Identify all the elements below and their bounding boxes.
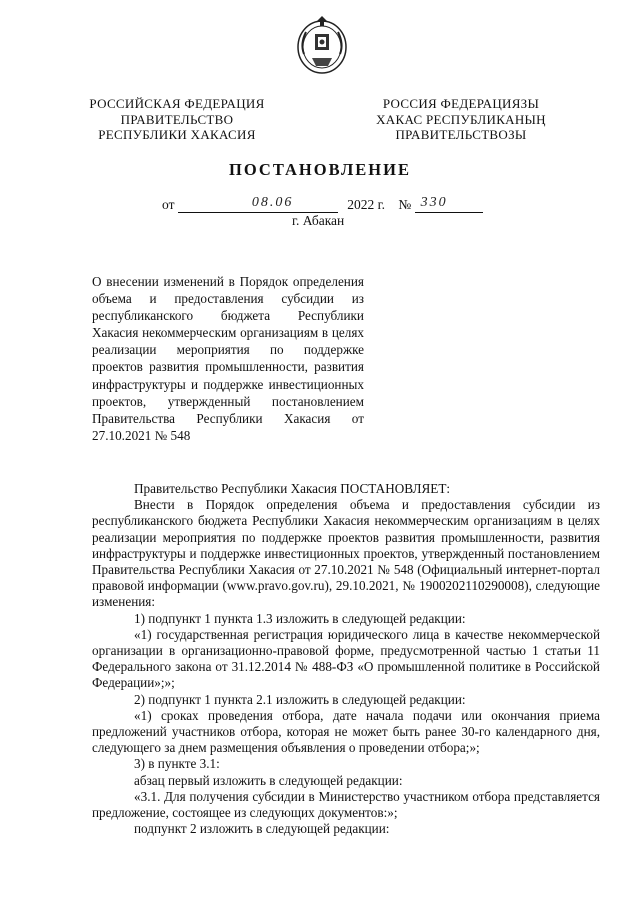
number-label: № <box>398 197 412 212</box>
year-label: 2022 г. <box>347 197 385 212</box>
date-field <box>178 195 338 213</box>
header-right-line: ПРАВИТЕЛЬСТВОЗЫ <box>395 127 527 142</box>
header-left-line: ПРАВИТЕЛЬСТВО <box>120 111 234 127</box>
header-right-line: ХАКАС РЕСПУБЛИКАНЫҢ <box>376 111 546 127</box>
body-paragraph: 3) в пункте 3.1: <box>134 756 220 772</box>
header-left-block <box>82 96 272 143</box>
date-number-line <box>162 197 483 213</box>
header-left-line: РЕСПУБЛИКИ ХАКАСИЯ <box>98 127 256 142</box>
body-paragraph: «1) сроках проведения отбора, дате начала подачи или окончания приема предложений участников отбора, которая не может быть ранее 30-го календарного дня, следующего за днем размещения объявления о проведении отбора;»; <box>92 707 600 756</box>
header-right-line: РОССИЯ ФЕДЕРАЦИЯЗЫ <box>382 96 540 111</box>
body-paragraph: подпункт 2 изложить в следующей редакции: <box>134 821 390 837</box>
body-paragraph: Внести в Порядок определения объема и предоставления субсидии из республиканского бюджета Республики Хакасия некоммерческим организациям в целях реализации мероприятия по поддержке проектов развития промышленности, развития инфраструктуры и поддержке инвестиционных проектов, утвержденный постановлением Правительства Республики Хакасия от 27.10.2021 № 548 (Официальный интернет-портал правовой информации (www.pravo.gov.ru), 29.10.2021, № 1900202110290008), следующие изменения: <box>92 497 600 610</box>
body-paragraph: абзац первый изложить в следующей редакции: <box>134 772 403 788</box>
body-paragraph: 1) подпункт 1 пункта 1.3 изложить в следующей редакции: <box>134 610 466 626</box>
handwritten-number: 330 <box>420 195 448 210</box>
document-body <box>92 481 600 837</box>
body-paragraph: 2) подпункт 1 пункта 2.1 изложить в следующей редакции: <box>134 691 466 707</box>
city-label: г. Абакан <box>292 213 345 228</box>
body-paragraph: Правительство Республики Хакасия ПОСТАНОВЛЯЕТ: <box>134 481 451 496</box>
subject-block: О внесении изменений в Порядок определения объема и предоставления субсидии из республиканского бюджета Республики Хакасия некоммерческим организациям в целях реализации мероприятия по поддержке проектов развития промышленности, развития инфраструктуры и поддержке инвестиционных проектов, утвержденный постановлением Правительства Республики Хакасия от 27.10.2021 № 548 <box>92 274 364 443</box>
document-title: ПОСТАНОВЛЕНИЕ <box>229 160 411 179</box>
body-paragraph: «3.1. Для получения субсидии в Министерство участником отбора представляется предложение, состоящее из следующих документов:»; <box>92 788 600 821</box>
from-label: от <box>162 197 175 212</box>
header-right-block <box>372 96 550 143</box>
body-paragraph: «1) государственная регистрация юридического лица в качестве некоммерческой организации в организационно-правовой форме, предусмотренной частью 1 статьи 11 Федерального закона от 31.12.2014 № 488-ФЗ «О промышленной политике в Российской Федерации»;»; <box>92 626 600 691</box>
coat-of-arms-emblem <box>294 14 350 76</box>
number-field <box>415 195 483 213</box>
handwritten-date: 08.06 <box>251 195 294 210</box>
header-left-line: РОССИЙСКАЯ ФЕДЕРАЦИЯ <box>89 96 265 111</box>
